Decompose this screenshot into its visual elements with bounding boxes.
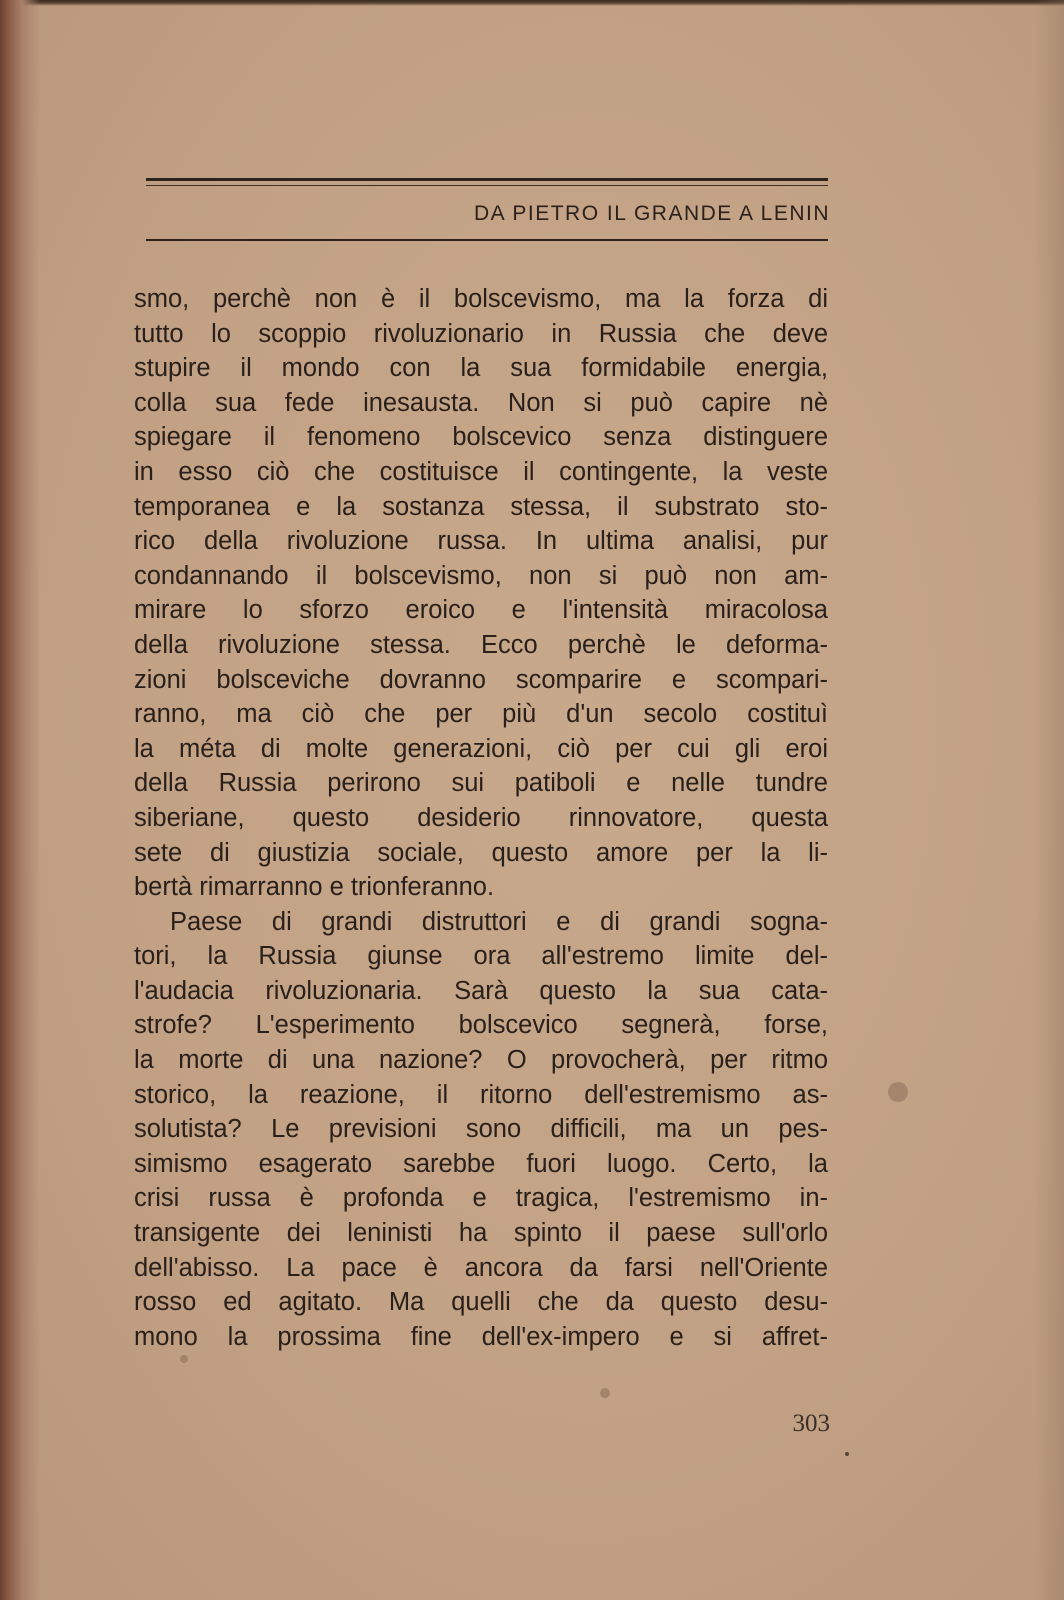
text-line: della rivoluzione stessa. Ecco perchè le deforma-	[134, 630, 828, 659]
text-line: sete di giustizia sociale, questo amore per la li-	[134, 838, 828, 867]
text-line: strofe? L'esperimento bolscevico segnerà, forse,	[134, 1011, 828, 1040]
text-line: mirare lo sforzo eroico e l'intensità miracolosa	[134, 596, 828, 625]
text-line: in esso ciò che costituisce il contingente, la veste	[134, 457, 828, 486]
text-line: solutista? Le previsioni sono difficili, ma un pes-	[134, 1115, 828, 1144]
text-line: ranno, ma ciò che per più d'un secolo costituì	[134, 700, 828, 729]
text-line: smo, perchè non è il bolscevismo, ma la forza di	[134, 285, 828, 313]
text-line: dell'abisso. La pace è ancora da farsi nell'Oriente	[134, 1253, 828, 1282]
text-line: zioni bolsceviche dovranno scomparire e scompari-	[134, 665, 828, 694]
text-line: mono la prossima fine dell'ex-impero e si affret-	[134, 1322, 828, 1351]
paper-stain	[888, 1082, 908, 1102]
text-line: transigente dei leninisti ha spinto il paese sull'orlo	[134, 1219, 828, 1248]
running-head: DA PIETRO IL GRANDE A LENIN	[474, 202, 830, 225]
body-text	[134, 282, 828, 1354]
paper-stain	[600, 1388, 610, 1398]
text-line: rosso ed agitato. Ma quelli che da questo desu-	[134, 1288, 828, 1317]
text-line: crisi russa è profonda e tragica, l'estremismo in-	[134, 1184, 828, 1213]
page-number: 303	[792, 1410, 830, 1437]
paragraph-end-line: bertà rimarranno e trionferanno.	[134, 873, 495, 902]
text-line: della Russia perirono sui patiboli e nelle tundre	[134, 769, 828, 798]
text-line: rico della rivoluzione russa. In ultima analisi, pur	[134, 527, 828, 556]
header-rule-thick	[146, 178, 828, 181]
text-line: l'audacia rivoluzionaria. Sarà questo la sua cata-	[134, 976, 828, 1005]
paragraph-start-line: Paese di grandi distruttori e di grandi sogna-	[170, 907, 828, 936]
page-right-shadow	[1034, 0, 1064, 1600]
text-line: tori, la Russia giunse ora all'estremo limite del-	[134, 942, 828, 971]
text-line: stupire il mondo con la sua formidabile energia,	[134, 354, 828, 383]
text-line: la morte di una nazione? O provocherà, per ritmo	[134, 1046, 828, 1075]
text-line: storico, la reazione, il ritorno dell'estremismo as-	[134, 1080, 828, 1109]
text-line: condannando il bolscevismo, non si può non am-	[134, 561, 828, 590]
header-rule-thin	[146, 185, 828, 186]
text-line: simismo esagerato sarebbe fuori luogo. Certo, la	[134, 1149, 828, 1178]
page-binding-edge	[0, 0, 40, 1600]
text-line: siberiane, questo desiderio rinnovatore, questa	[134, 803, 828, 832]
page-top-edge	[0, 0, 1064, 6]
text-line: tutto lo scoppio rivoluzionario in Russia che deve	[134, 319, 828, 348]
text-line: temporanea e la sostanza stessa, il substrato sto-	[134, 492, 828, 521]
text-line: spiegare il fenomeno bolscevico senza distinguere	[134, 423, 828, 452]
header-rule-bottom	[146, 239, 828, 241]
text-line: colla sua fede inesausta. Non si può capire nè	[134, 388, 828, 417]
paper-stain	[180, 1355, 188, 1363]
paper-stain	[845, 1452, 849, 1456]
text-line: la méta di molte generazioni, ciò per cui gli eroi	[134, 734, 828, 763]
